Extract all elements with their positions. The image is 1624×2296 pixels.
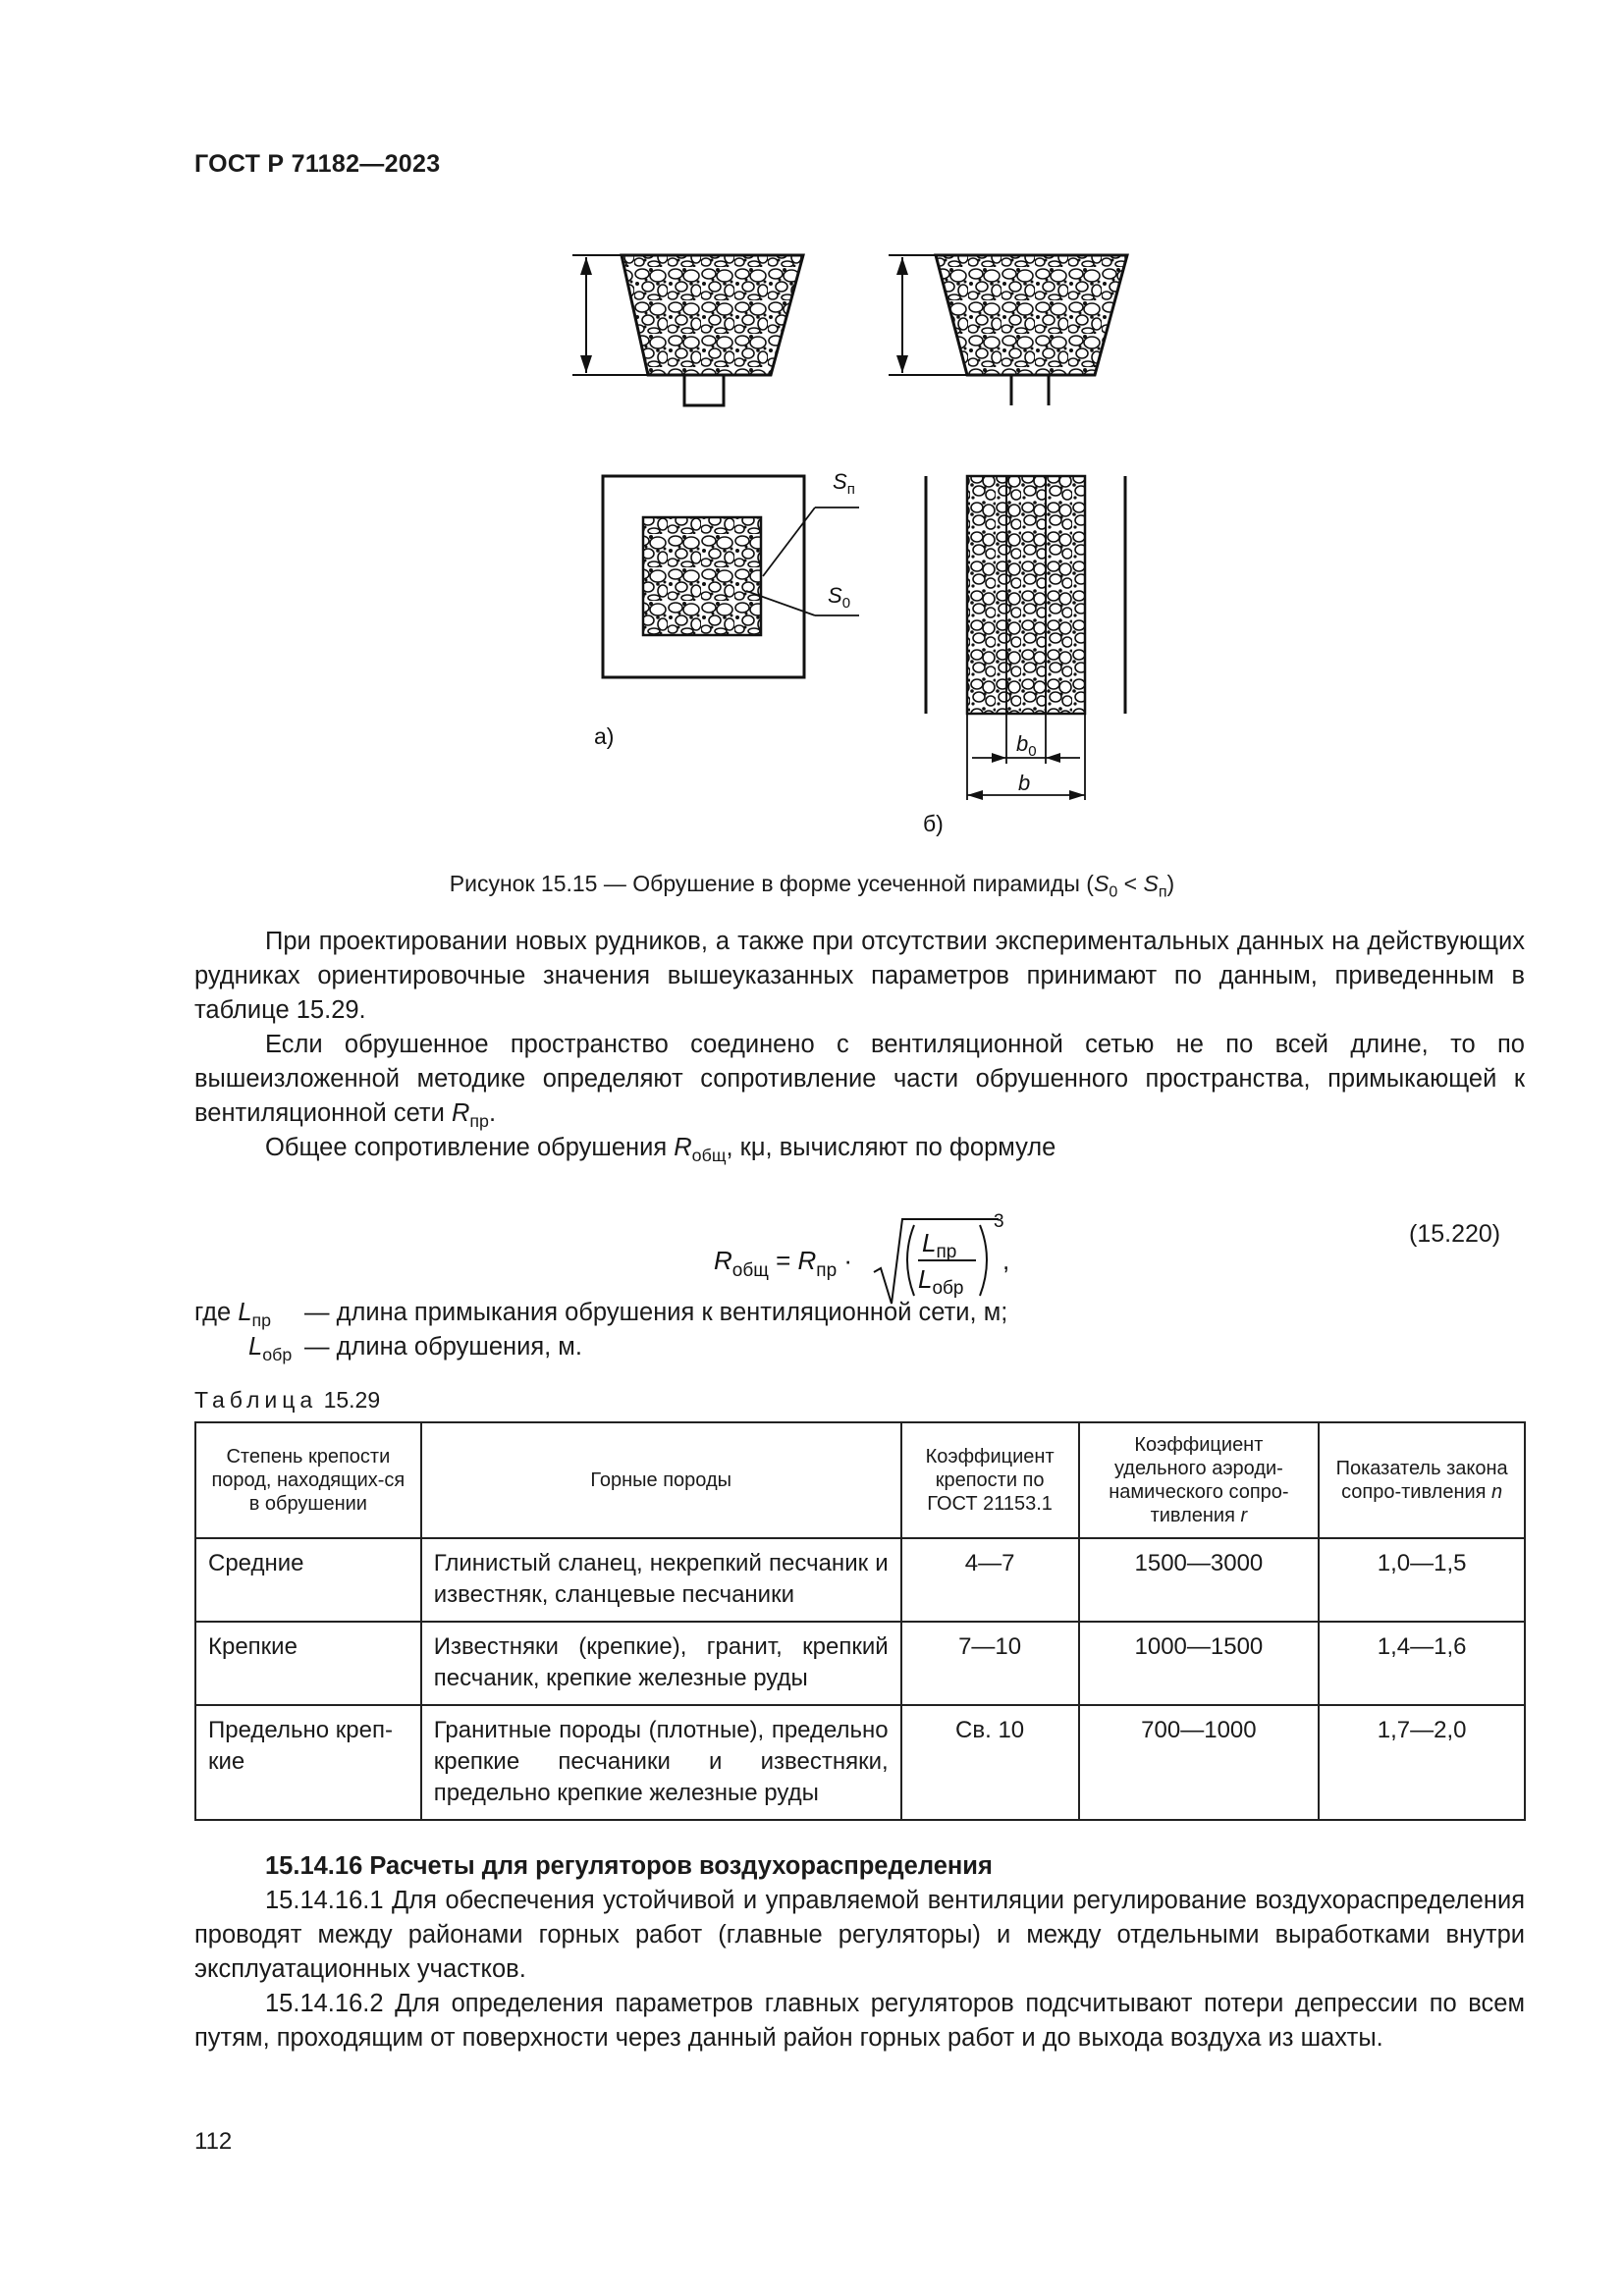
where-line-1-text: — длина примыкания обрушения к вентиляционной сети, м;: [304, 1299, 1008, 1326]
paragraph-1: При проектировании новых рудников, а также при отсутствии экспериментальных данных на действующих рудниках ориентировочные значения вышеуказанных параметров принимают по данным, приведенным в таблице 15.29.: [194, 928, 1525, 1024]
table-cell: 1500—3000: [1079, 1538, 1320, 1622]
funnel-left: [572, 255, 803, 405]
panel-b-label: б): [923, 811, 944, 836]
svg-text:Rобщ = Rпр ·: $R_{общ} = R_{пр}$ ·: [714, 1246, 853, 1281]
table-header: Показатель закона сопро-тивления n: [1319, 1422, 1525, 1538]
paragraph-3: Общее сопротивление обрушения $R_{общ}$, кμ, вычисляют по формуле: [265, 1134, 1056, 1166]
funnel-right: [889, 255, 1127, 405]
table-cell: Предельно креп-кие: [195, 1705, 421, 1820]
section-paragraph-1: 15.14.16.1 Для обеспечения устойчивой и управляемой вентиляции регулирование воздухораспределения проводят между районами горных работ (главные регуляторы) и между отдельными выработками внутри эксплуатационных участков.: [194, 1887, 1525, 1983]
svg-text:Lпр: $L_{пр}$: [922, 1228, 957, 1262]
where-line-2: $L_{обр}$: [248, 1333, 293, 1365]
table-cell: 1,7—2,0: [1319, 1705, 1525, 1820]
paragraph-2: Если обрушенное пространство соединено с вентиляционной сетью не по всей длине, то по вышеизложенной методике определяют сопротивление части обрушенного пространства, примыкающей к вентиляционной сети $R_{пр}$.: [194, 1031, 1525, 1132]
table-cell: Св. 10: [901, 1705, 1079, 1820]
figure-caption: Рисунок 15.15 — Обрушение в форме усеченной пирамиды $(S_0 < S_п)$: [449, 871, 1175, 901]
label-s0: $S_0$: [828, 583, 851, 612]
plan-view-a: [603, 476, 859, 677]
table-cell: Известняки (крепкие), гранит, крепкий песчаник, крепкие железные руды: [421, 1622, 901, 1705]
where-line-2-text: — длина обрушения, м.: [304, 1333, 582, 1361]
table-cell: Глинистый сланец, некрепкий песчаник и известняк, сланцевые песчаники: [421, 1538, 901, 1622]
svg-text:3: 3: [994, 1211, 1004, 1232]
table-header-row: [195, 1422, 1525, 1538]
svg-text:Lобр: $L_{обр}$: [918, 1264, 964, 1299]
table-cell: 700—1000: [1079, 1705, 1320, 1820]
table-cell: 1000—1500: [1079, 1622, 1320, 1705]
document-header: ГОСТ Р 71182—2023: [194, 150, 441, 178]
label-b0: $b_0$: [1016, 731, 1037, 760]
table-15-29: [194, 1421, 1526, 1821]
table-cell: 4—7: [901, 1538, 1079, 1622]
section-heading: 15.14.16 Расчеты для регуляторов воздухораспределения: [265, 1852, 993, 1880]
table-row: [195, 1705, 1525, 1820]
formula-number: (15.220): [1409, 1220, 1501, 1248]
table-header: Коэффициент удельного аэроди-намического сопро-тивления r: [1079, 1422, 1320, 1538]
table-row: [195, 1622, 1525, 1705]
where-line-1: где $L_{пр}$: [194, 1299, 272, 1331]
panel-a-label: а): [594, 723, 615, 749]
label-sp: $S_п$: [833, 469, 855, 498]
table-header: Горные породы: [421, 1422, 901, 1538]
table-cell: 1,0—1,5: [1319, 1538, 1525, 1622]
table-header: Степень крепости пород, находящих-ся в обрушении: [195, 1422, 421, 1538]
table-header: Коэффициент крепости по ГОСТ 21153.1: [901, 1422, 1079, 1538]
figure-15-15: [0, 0, 1624, 864]
table-row: [195, 1538, 1525, 1622]
section-paragraph-2: 15.14.16.2 Для определения параметров главных регуляторов подсчитывают потери депрессии по всем путям, проходящим от поверхности через данный район горных работ и до выхода воздуха из шахты.: [194, 1990, 1525, 2052]
table-title: Таблица 15.29: [194, 1387, 381, 1413]
svg-text:,: ,: [1002, 1246, 1010, 1275]
table-cell: 1,4—1,6: [1319, 1622, 1525, 1705]
label-b: b: [1018, 771, 1031, 795]
page-number: 112: [194, 2128, 233, 2155]
table-cell: Средние: [195, 1538, 421, 1622]
table-cell: Крепкие: [195, 1622, 421, 1705]
table-cell: Гранитные породы (плотные), предельно крепкие песчаники и известняки, предельно крепкие железные руды: [421, 1705, 901, 1820]
table-cell: 7—10: [901, 1622, 1079, 1705]
